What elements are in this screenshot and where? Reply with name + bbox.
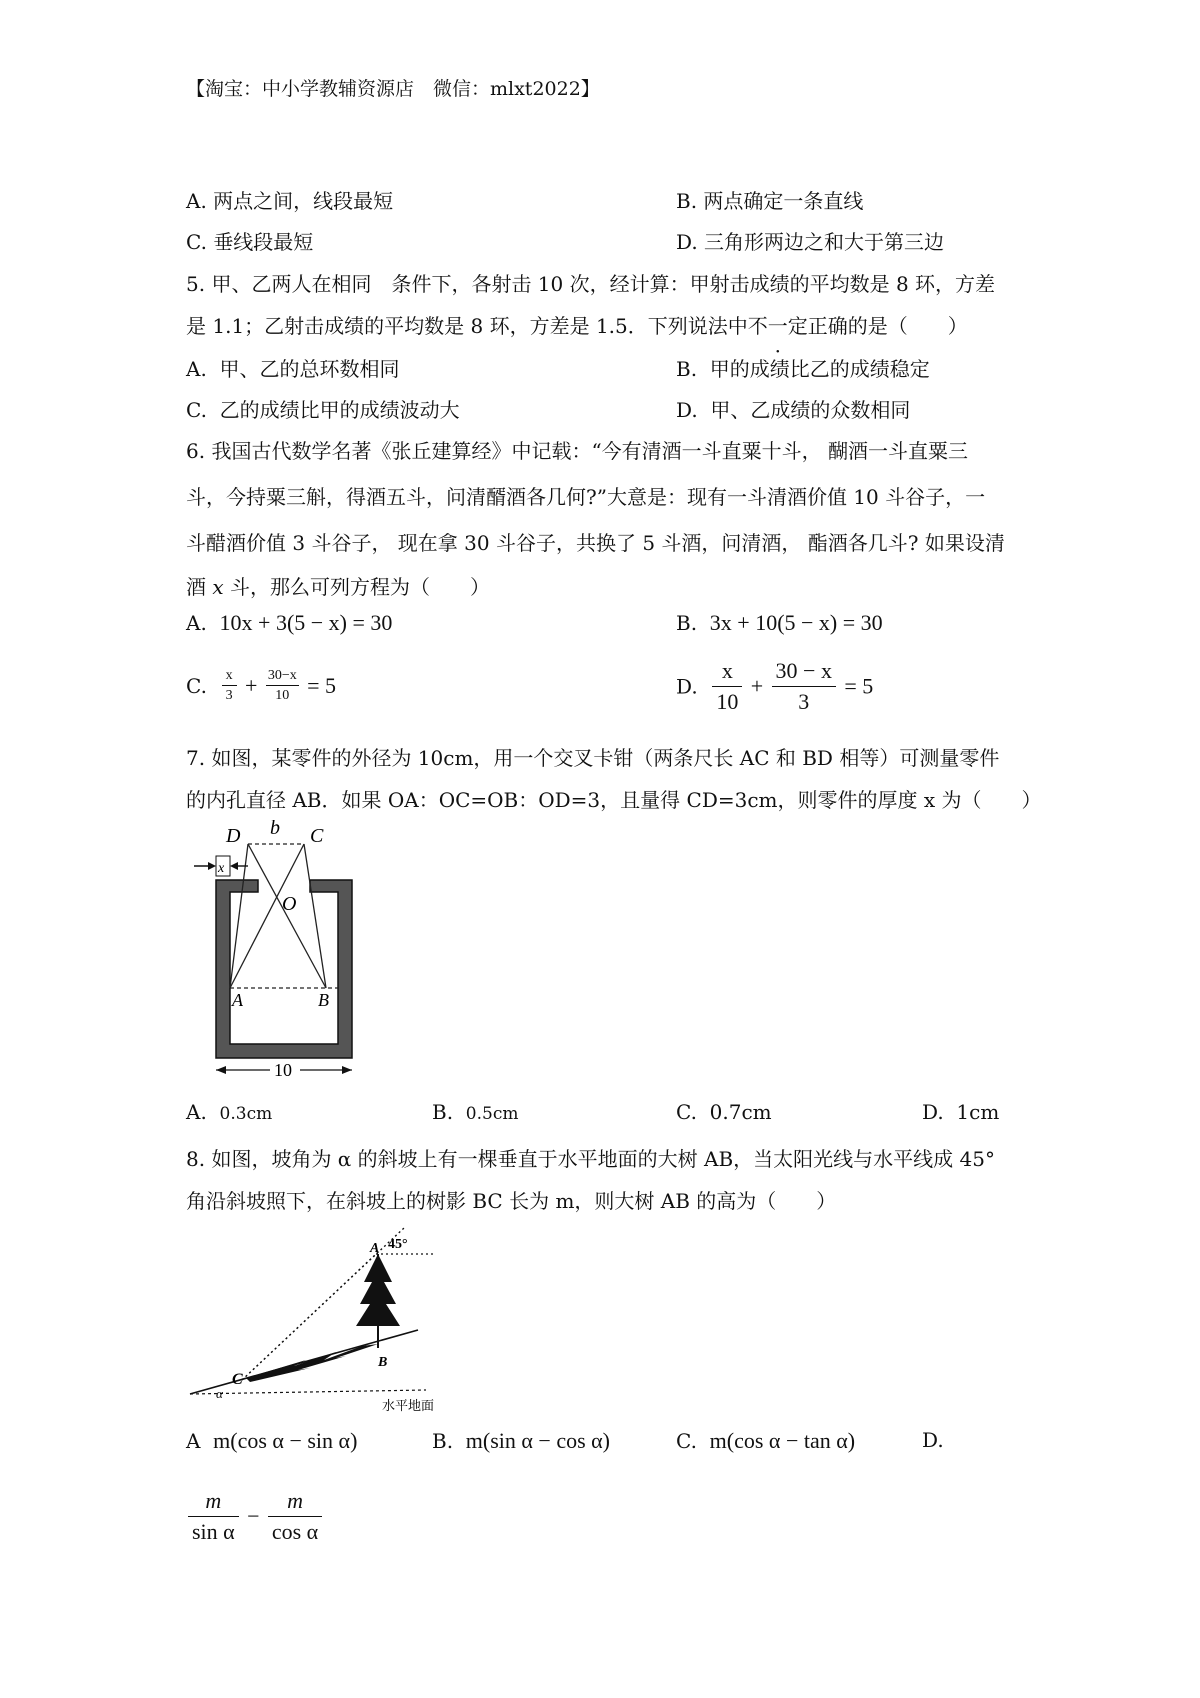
label-c: C	[310, 825, 324, 847]
label-width: 10	[274, 1060, 292, 1078]
q8-slope-figure	[186, 1218, 446, 1418]
arrow-head-icon	[230, 862, 238, 870]
q7-option-a[interactable]: A. 0.3cm	[186, 1100, 273, 1124]
q7-stem-line1: 7. 如图，某零件的外径为 10cm，用一个交叉卡钳（两条尺长 AC 和 BD 相等）可测量零件	[186, 746, 1000, 770]
q8-option-d-expression[interactable]: $\frac{m}{\text{sin α}}$ − $\frac{m}{\text{cos α}}$	[186, 1488, 324, 1545]
q5-option-b[interactable]: B. 甲的成绩比乙的成绩稳定	[676, 357, 930, 381]
expression: m(cos α − tan α)	[709, 1428, 856, 1453]
q7-option-b[interactable]: B. 0.5cm	[432, 1100, 519, 1124]
q4-option-b[interactable]: B. 两点确定一条直线	[676, 189, 864, 213]
q5-option-c[interactable]: C. 乙的成绩比甲的成绩波动大	[186, 398, 460, 422]
q5-stem-line2: 是 1.1；乙射击成绩的平均数是 8 环，方差是 1.5．下列说法中不一定正确的是（ ）	[186, 314, 968, 338]
q6-stem-line2: 斗，今持粟三斛，得酒五斗，问清醑酒各几何?”大意是：现有一斗清酒价值 10 斗谷子，一	[186, 485, 986, 509]
q8-stem-line2: 角沿斜坡照下，在斜坡上的树影 BC 长为 m，则大树 AB 的高为（ ）	[186, 1189, 837, 1213]
tree-shadow	[246, 1344, 378, 1382]
label-a: A	[370, 1241, 380, 1256]
label-x: x	[218, 861, 225, 876]
q6-stem-line1: 6. 我国古代数学名著《张丘建算经》中记载：“今有清酒一斗直粟十斗， 醐酒一斗直粟三	[186, 439, 969, 463]
page-header: 【淘宝：中小学教辅资源店 微信：mlxt2022】	[186, 78, 600, 100]
q7-option-d[interactable]: D. 1cm	[922, 1100, 1000, 1124]
label-alpha: α	[216, 1386, 223, 1401]
fraction: $\frac{x}{3}$	[222, 668, 237, 704]
label-c: C	[232, 1371, 243, 1388]
q8-option-a[interactable]: A m(cos α − sin α)	[186, 1428, 358, 1453]
q4-option-d[interactable]: D. 三角形两边之和大于第三边	[676, 230, 945, 254]
q6-option-b[interactable]: B. 3x + 10(5 − x) = 30	[676, 610, 883, 635]
fraction: $\frac{x}{10}$	[712, 658, 742, 715]
q6-stem-line4: 酒 x 斗，那么可列方程为（ ）	[186, 575, 490, 599]
label-a: A	[232, 990, 243, 1010]
fraction: $\frac{m}{\text{sin α}}$	[188, 1488, 239, 1545]
label-b: B	[378, 1355, 388, 1370]
q6-option-d[interactable]: D. $\frac{x}{10}$ + $\frac{30 - x}{3}$ = 5	[676, 658, 874, 714]
arrow-head-icon	[216, 1066, 226, 1074]
label-d: D	[226, 825, 241, 847]
q6-option-a[interactable]: A. 10x + 3(5 − x) = 30	[186, 610, 393, 635]
fraction: $\frac{m}{\text{cos α}}$	[268, 1488, 322, 1545]
q7-stem-line2: 的内孔直径 AB．如果 OA：OC=OB：OD=3，且量得 CD=3cm，则零件的厚度 x 为（ ）	[186, 788, 1042, 812]
label-45-degree: 45°	[388, 1237, 408, 1252]
label-o: O	[282, 893, 297, 915]
q7-option-c[interactable]: C. 0.7cm	[676, 1100, 772, 1124]
label-b-point: B	[318, 990, 329, 1010]
q8-option-b[interactable]: B. m(sin α − cos α)	[432, 1428, 611, 1453]
q4-option-a[interactable]: A. 两点之间，线段最短	[186, 189, 394, 213]
caliper-arm-da	[248, 844, 326, 988]
q5-option-a[interactable]: A. 甲、乙的总环数相同	[186, 357, 400, 381]
ground-line	[190, 1390, 426, 1394]
q5-option-d[interactable]: D. 甲、乙成绩的众数相同	[676, 398, 911, 422]
emphasis-text: 不一定	[747, 314, 808, 338]
q8-option-c[interactable]: C. m(cos α − tan α)	[676, 1428, 856, 1453]
fraction: $\frac{30 - x}{3}$	[772, 658, 836, 715]
arrow-head-icon	[342, 1066, 352, 1074]
q8-stem-line1: 8. 如图，坡角为 α 的斜坡上有一棵垂直于水平地面的大树 AB，当太阳光线与水平线成 45°	[186, 1147, 995, 1171]
expression: m(cos α − sin α)	[213, 1428, 358, 1453]
q8-option-d-letter[interactable]: D.	[922, 1428, 944, 1452]
label-ground: 水平地面	[382, 1398, 435, 1413]
q5-stem-line1: 5. 甲、乙两人在相同 条件下，各射击 10 次，经计算：甲射击成绩的平均数是 8 环，方差	[186, 272, 996, 296]
q6-option-c[interactable]: C. $\frac{x}{3}$ + $\frac{30-x}{10}$ = 5	[186, 668, 336, 703]
equation: 10x + 3(5 − x) = 30	[219, 610, 393, 635]
equation: 3x + 10(5 − x) = 30	[709, 610, 883, 635]
arrow-head-icon	[208, 862, 216, 870]
q7-caliper-figure	[186, 820, 366, 1078]
q6-stem-line3: 斗醋酒价值 3 斗谷子， 现在拿 30 斗谷子，共换了 5 斗酒，问清酒， 酯酒各几斗? 如果设清	[186, 531, 1005, 555]
fraction: $\frac{30-x}{10}$	[267, 668, 297, 703]
expression: m(sin α − cos α)	[465, 1428, 611, 1453]
q4-option-c[interactable]: C. 垂线段最短	[186, 230, 314, 254]
label-b: b	[270, 820, 280, 839]
